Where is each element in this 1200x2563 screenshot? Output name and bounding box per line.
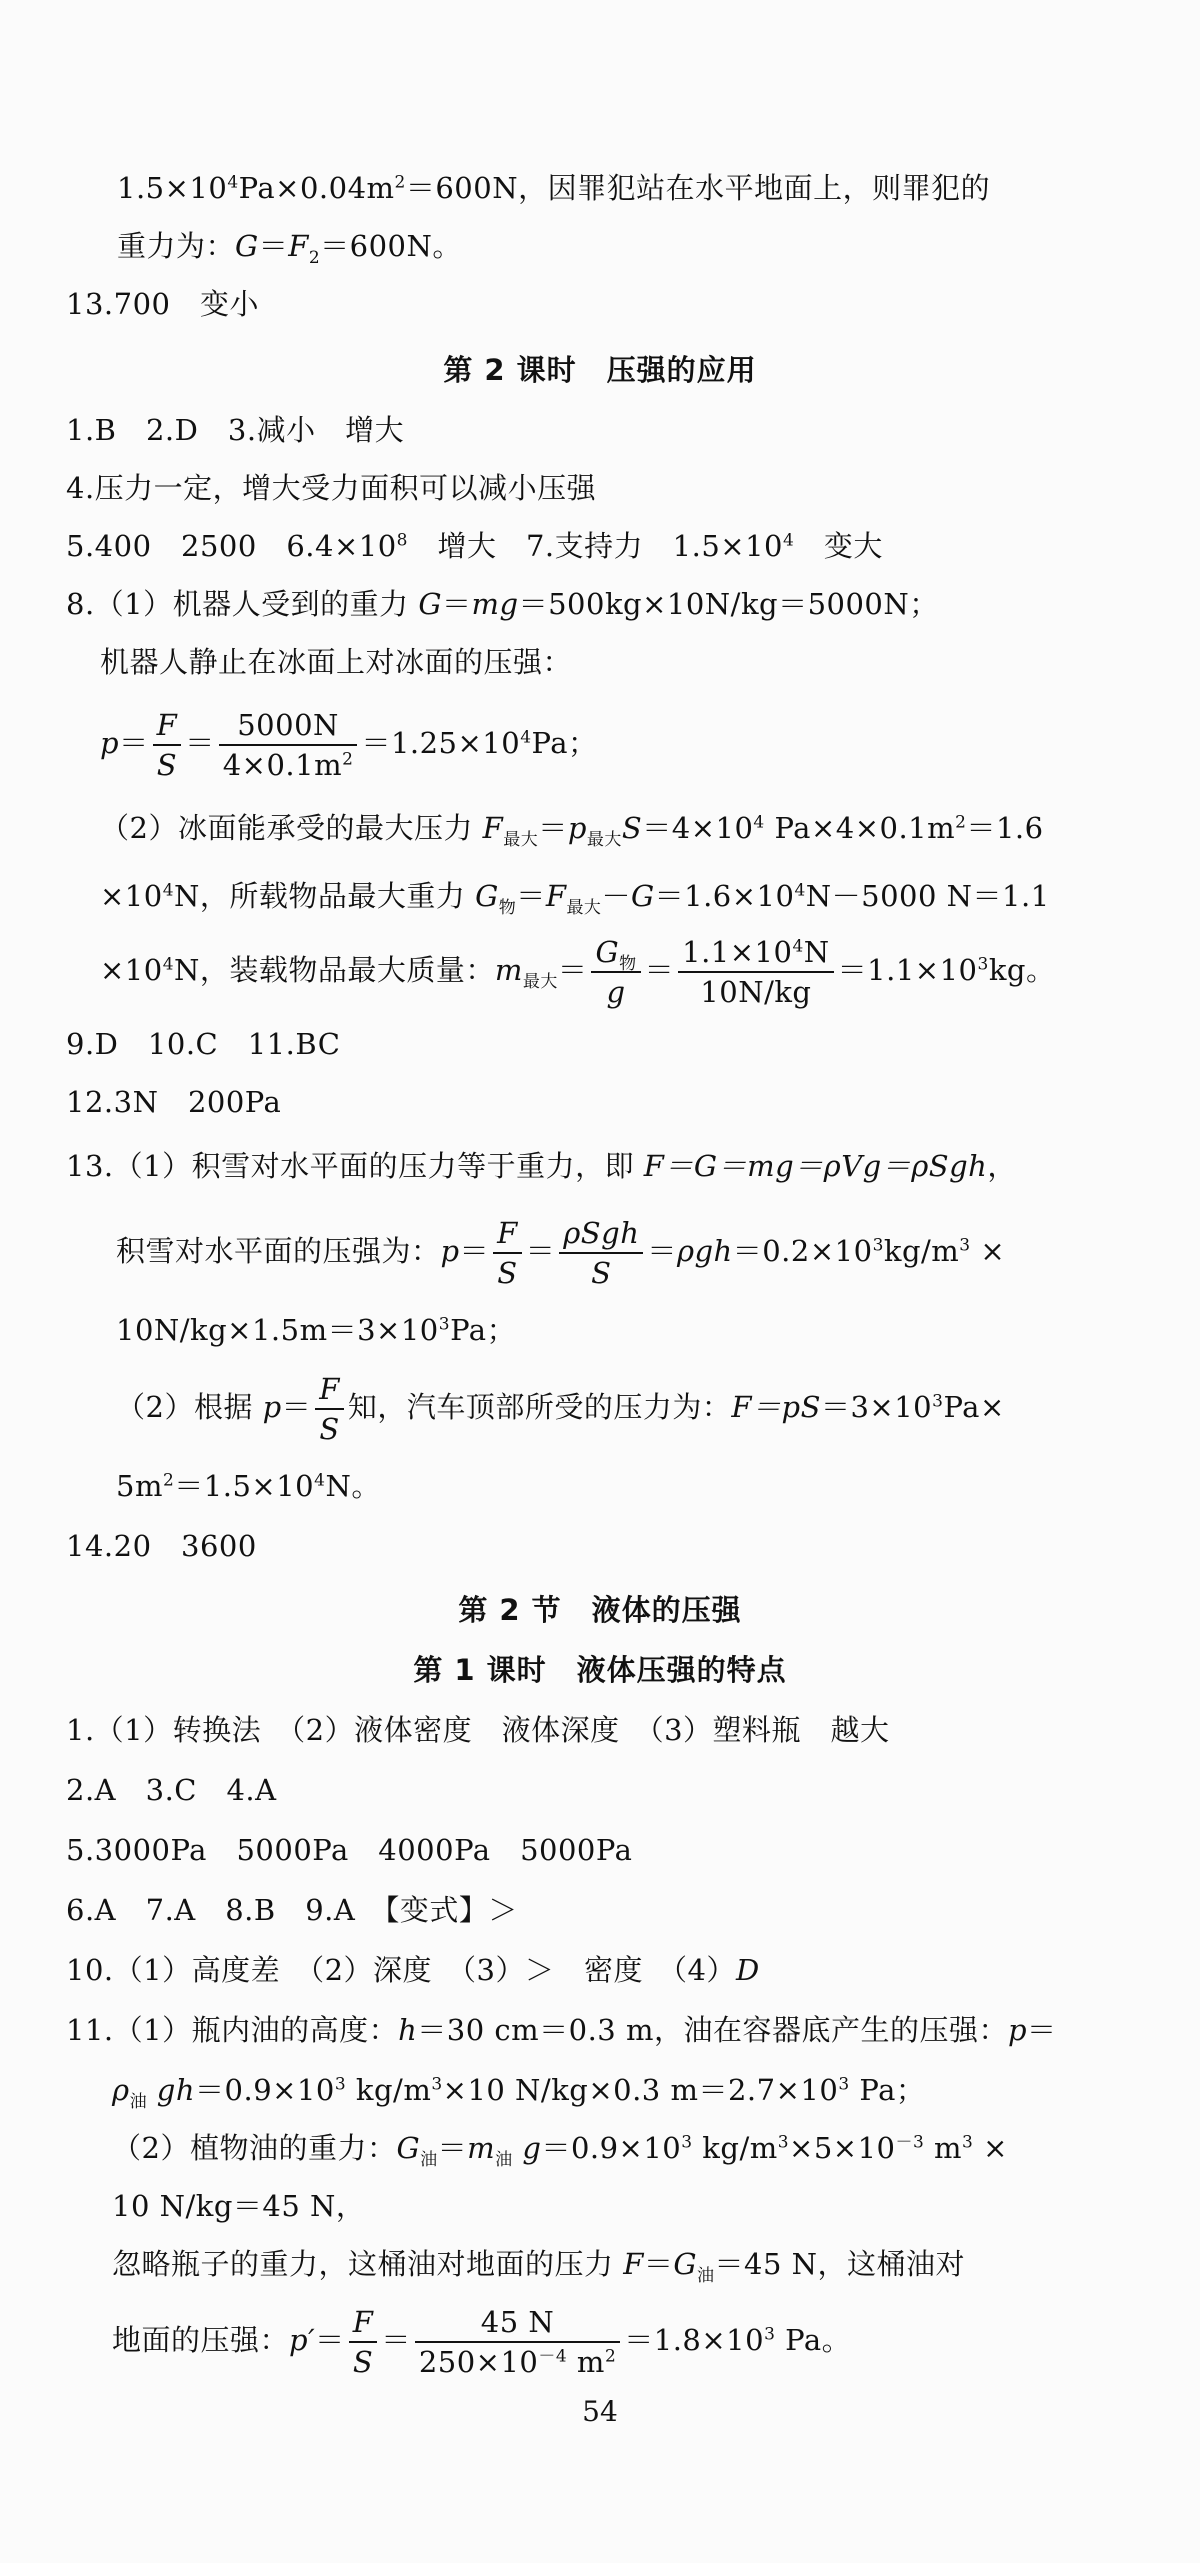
answer-line: 2.A 3.C 4.A [66,1773,277,1807]
section-heading: 第 2 课时 压强的应用 [443,353,757,387]
section-heading: 第 1 课时 液体压强的特点 [413,1653,787,1687]
answer-line: 11.（1）瓶内油的高度：h＝30 cm＝0.3 m，油在容器底产生的压强：p＝ [66,2013,1057,2047]
fraction: $\frac{1.1\times 10^4N}{10N/kg}$ [678,933,834,1011]
text-line: $\times 10^4N$，所载物品最大重力 $G_物=F_{最大}-G=1.6\times 10^4N-5000$ N＝1.1 [100,879,1050,918]
answer-line: 1.（1）转换法 （2）液体密度 液体深度 （3）塑料瓶 越大 [66,1713,890,1747]
fraction: $\frac{F}{S}$ [349,2303,378,2381]
answer-line: 8.（1）机器人受到的重力 G＝mg＝500kg×10N/kg＝5000N； [66,587,939,621]
answer-line: 12.3N 200Pa [66,1085,282,1119]
answer-line: 1.B 2.D 3.减小 增大 [66,413,405,447]
fraction: $\frac{F}{S}$ [153,706,182,784]
answer-line: 4.压力一定，增大受力面积可以减小压强 [66,471,597,505]
fraction: $\frac{G_物}{g}$ [591,933,640,1011]
section-heading: 第 2 节 液体的压强 [458,1593,742,1627]
text-line: 13.700 变小 [66,287,259,321]
answer-line: 6.A 7.A 8.B 9.A 【变式】＞ [66,1893,518,1927]
fraction: $\frac{F}{S}$ [315,1370,344,1448]
formula-line: （2）根据 p＝ $\frac{F}{S}$ 知，汽车顶部所受的压力为：$F=pS=3\times 10^3Pa\times$ [116,1372,1005,1446]
answer-line: 9.D 10.C 11.BC [66,1027,341,1061]
formula-line: 积雪对水平面的压强为：p＝ $\frac{F}{S}$ ＝ $\frac{\text{ρSgh}}{S}$ $=\rho gh=0.2\times 10^3kg/m^3$ × [116,1216,1006,1290]
text-line: 10 N/kg＝45 N， [112,2189,366,2223]
text-line: $\rho_油$ $gh=0.9\times 10^3$ $kg/m^3\times 10$ N/kg×0.3 $m=2.7\times 10^3$ Pa； [112,2073,926,2112]
text-line: （2）冰面能承受的最大压力 $F_{最大}=p_{最大}S=4\times 10^4$ $Pa\times 4\times 0.1m^2=1.6$ [100,811,1044,850]
formula-line: 地面的压强：p′＝ $\frac{F}{S}$ ＝ $\frac{45 N}{250\times 10^{-4} m^2}$ $=1.8\times 10^3$ Pa。 [112,2305,852,2379]
text-line: 重力为：$G=F_2=600N$。 [117,229,462,268]
formula-line: $\times 10^4N$，装载物品最大质量：$m_{最大}=$ $\frac{G_物}{g}$ ＝ $\frac{1.1\times 10^4N}{10N/kg}$ $=1.1\times 10^3kg$。 [100,935,1056,1009]
answer-line: 14.20 3600 [66,1529,257,1563]
formula-line: p＝ $\frac{F}{S}$ ＝ $\frac{5000N}{4\times 0.1m^2}$ $=1.25\times 10^4Pa$； [100,708,598,782]
answer-line: 5.3000Pa 5000Pa 4000Pa 5000Pa [66,1833,633,1867]
text-line: $10N/kg\times 1.5m=3\times 10^3Pa$； [116,1313,517,1347]
fraction: $\frac{F}{S}$ [493,1214,522,1292]
fraction: $\frac{5000N}{4\times 0.1m^2}$ [219,706,358,784]
text-line: $5m^2=1.5\times 10^4N$。 [116,1469,381,1503]
answer-line: 5.400 2500 $6.4\times 10^8$ 增大 7.支持力 $1.5\times 10^4$ 变大 [66,529,883,563]
answer-line: 13.（1）积雪对水平面的压力等于重力，即 F＝G＝mg＝ρVg＝ρSgh， [66,1149,1017,1183]
page-number: 54 [582,2395,618,2428]
answer-line: 10.（1）高度差 （2）深度 （3）＞ 密度 （4）D [66,1953,760,1987]
text-line: 机器人静止在冰面上对冰面的压强： [100,645,573,679]
text-line: （2）植物油的重力：$G_油=m_油$ $g=0.9\times 10^3$ $kg/m^3\times 5\times 10^{-3}$ $m^3$ × [112,2131,1008,2170]
fraction: $\frac{\text{ρSgh}}{S}$ [559,1214,643,1292]
text-line: 忽略瓶子的重力，这桶油对地面的压力 $F=G_油=45$ N，这桶油对 [112,2247,966,2286]
fraction: $\frac{45 N}{250\times 10^{-4} m^2}$ [415,2303,620,2381]
text-line: $1.5\times 10^4Pa\times 0.04m^2=600N$，因罪犯站在水平地面上，则罪犯的 [117,171,991,205]
